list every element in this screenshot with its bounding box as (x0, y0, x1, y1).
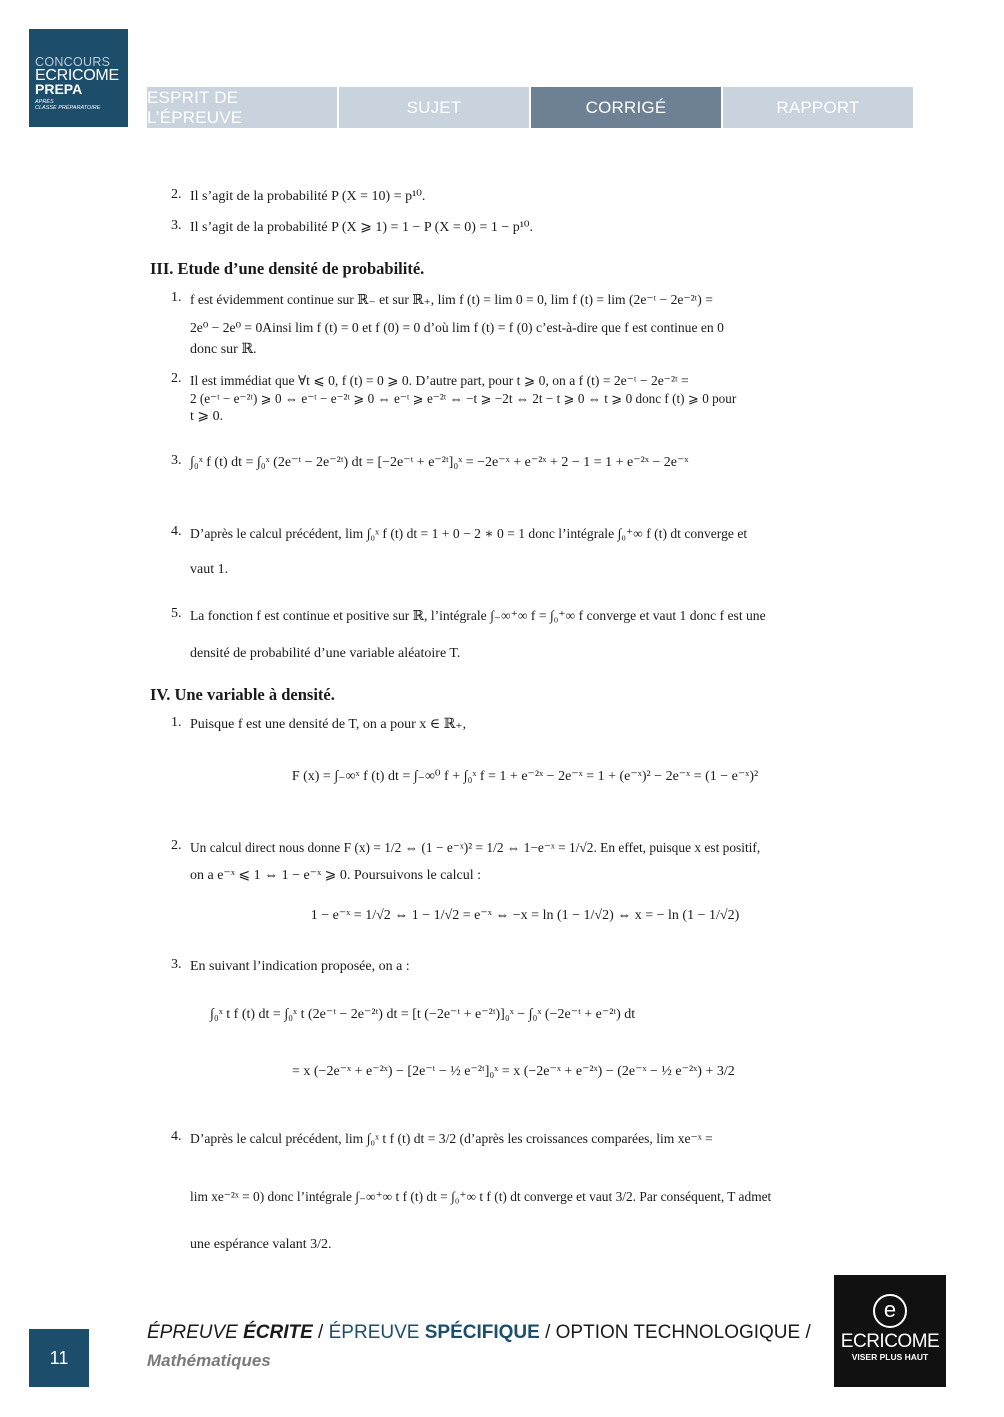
tab-esprit[interactable]: ESPRIT DE L’ÉPREUVE (147, 87, 337, 128)
brand-name: ECRICOME (840, 1331, 940, 1352)
item-text: Il s’agit de la probabilité P (X = 10) = p¹⁰. (190, 189, 426, 204)
item-text: t ⩾ 0. (190, 409, 224, 424)
logo-line4: APRÈS CLASSE PRÉPARATOIRE (35, 99, 101, 111)
logo-line1: CONCOURS (35, 55, 111, 69)
item-number: 4. (171, 524, 182, 539)
item-number: 2. (171, 187, 182, 202)
equation: = x (−2e⁻ˣ + e⁻²ˣ) − [2e⁻ᵗ − ½ e⁻²ᵗ]₀ˣ = x (−2e⁻ˣ + e⁻²ˣ) − (2e⁻ˣ − ½ e⁻²ˣ) + 3/2 (292, 1064, 735, 1079)
item-text: En suivant l’indication proposée, on a : (190, 959, 410, 974)
subject-label: Mathématiques (147, 1351, 271, 1370)
item-number: 2. (171, 838, 182, 853)
equation: 1 − e⁻ˣ = 1/√2 ⇔ 1 − 1/√2 = e⁻ˣ ⇔ −x = ln (1 − 1/√2) ⇔ x = − ln (1 − 1/√2) (310, 908, 740, 923)
item-number: 4. (171, 1129, 182, 1144)
item-text: Un calcul direct nous donne F (x) = 1/2 ⇔ (1 − e⁻ˣ)² = 1/2 ⇔ 1−e⁻ˣ = 1/√2. En effet, puisque x est positif, (190, 840, 761, 855)
page-number: 11 (29, 1329, 89, 1387)
item-text: f est évidemment continue sur ℝ₋ et sur ℝ₊, lim f (t) = lim 0 = 0, lim f (t) = lim (2e⁻ᵗ − 2e⁻²ᵗ) = (190, 292, 713, 307)
item-text: La fonction f est continue et positive sur ℝ, l’intégrale ∫₋∞⁺∞ f = ∫₀⁺∞ f converge et vaut 1 donc f est une (190, 608, 766, 623)
item-number: 2. (171, 371, 182, 386)
item-text: Puisque f est une densité de T, on a pour x ∈ ℝ₊, (190, 717, 467, 732)
ecricome-e-icon: e (873, 1294, 907, 1328)
item-number: 3. (171, 957, 182, 972)
item-text: une espérance valant 3/2. (190, 1237, 332, 1252)
item-text: donc sur ℝ. (190, 342, 257, 357)
item-number: 3. (171, 218, 182, 233)
item-text: D’après le calcul précédent, lim ∫₀ˣ f (t) dt = 1 + 0 − 2 ∗ 0 = 1 donc l’intégrale ∫₀⁺∞ f (t) dt converge et (190, 526, 748, 541)
tab-sujet[interactable]: SUJET (339, 87, 529, 128)
concours-logo (29, 29, 128, 127)
section-heading: IV. Une variable à densité. (150, 685, 335, 704)
brand-slogan: VISER PLUS HAUT (851, 1352, 929, 1362)
item-text: Il s’agit de la probabilité P (X ⩾ 1) = 1 − P (X = 0) = 1 − p¹⁰. (190, 220, 534, 235)
section-tabs (147, 87, 913, 128)
equation: F (x) = ∫₋∞ˣ f (t) dt = ∫₋∞⁰ f + ∫₀ˣ f = 1 + e⁻²ˣ − 2e⁻ˣ = 1 + (e⁻ˣ)² − 2e⁻ˣ = (1 − e⁻ˣ)² (291, 769, 759, 784)
exam-label: ÉPREUVE ÉCRITE / ÉPREUVE SPÉCIFIQUE / OPTION TECHNOLOGIQUE / (147, 1322, 811, 1343)
item-text: 2e⁰ − 2e⁰ = 0Ainsi lim f (t) = 0 et f (0) = 0 d’où lim f (t) = f (0) c’est-à-dire que f est continue en 0 (190, 320, 724, 335)
item-number: 1. (171, 715, 182, 730)
item-text: 2 (e⁻ᵗ − e⁻²ᵗ) ⩾ 0 ⇔ e⁻ᵗ − e⁻²ᵗ ⩾ 0 ⇔ e⁻ᵗ ⩾ e⁻²ᵗ ⇔ −t ⩾ −2t ⇔ 2t − t ⩾ 0 ⇔ t ⩾ 0 donc f (t) ⩾ 0 pour (190, 391, 737, 406)
item-text: Il est immédiat que ∀t ⩽ 0, f (t) = 0 ⩾ 0. D’autre part, pour t ⩾ 0, on a f (t) = 2e⁻ᵗ − 2e⁻²ᵗ = (190, 373, 689, 388)
item-text: lim xe⁻²ˣ = 0) donc l’intégrale ∫₋∞⁺∞ t f (t) dt = ∫₀⁺∞ t f (t) dt converge et vaut 3/2. Par conséquent, T admet (190, 1189, 772, 1204)
item-number: 3. (171, 453, 182, 468)
tab-corrige[interactable]: CORRIGÉ (531, 87, 721, 128)
equation: ∫₀ˣ t f (t) dt = ∫₀ˣ t (2e⁻ᵗ − 2e⁻²ᵗ) dt = [t (−2e⁻ᵗ + e⁻²ᵗ)]₀ˣ − ∫₀ˣ (−2e⁻ᵗ + e⁻²ᵗ) dt (210, 1007, 636, 1022)
ecricome-logo (834, 1275, 946, 1387)
item-text: on a e⁻ˣ ⩽ 1 ⇔ 1 − e⁻ˣ ⩾ 0. Poursuivons le calcul : (190, 868, 482, 883)
section-heading: III. Etude d’une densité de probabilité. (150, 259, 425, 278)
logo-line3: PREPA (35, 81, 83, 97)
item-text: D’après le calcul précédent, lim ∫₀ˣ t f (t) dt = 3/2 (d’après les croissances comparées, lim xe⁻ˣ = (190, 1131, 713, 1146)
logo-line2: ECRICOME (35, 67, 119, 84)
equation: ∫₀ˣ f (t) dt = ∫₀ˣ (2e⁻ᵗ − 2e⁻²ᵗ) dt = [−2e⁻ᵗ + e⁻²ᵗ]₀ˣ = −2e⁻ˣ + e⁻²ˣ + 2 − 1 = 1 + e⁻²ˣ − 2e⁻ˣ (190, 455, 689, 470)
tab-rapport[interactable]: RAPPORT (723, 87, 913, 128)
item-text: densité de probabilité d’une variable aléatoire T. (190, 646, 461, 661)
item-text: vaut 1. (190, 562, 229, 577)
item-number: 5. (171, 606, 182, 621)
item-number: 1. (171, 290, 182, 305)
